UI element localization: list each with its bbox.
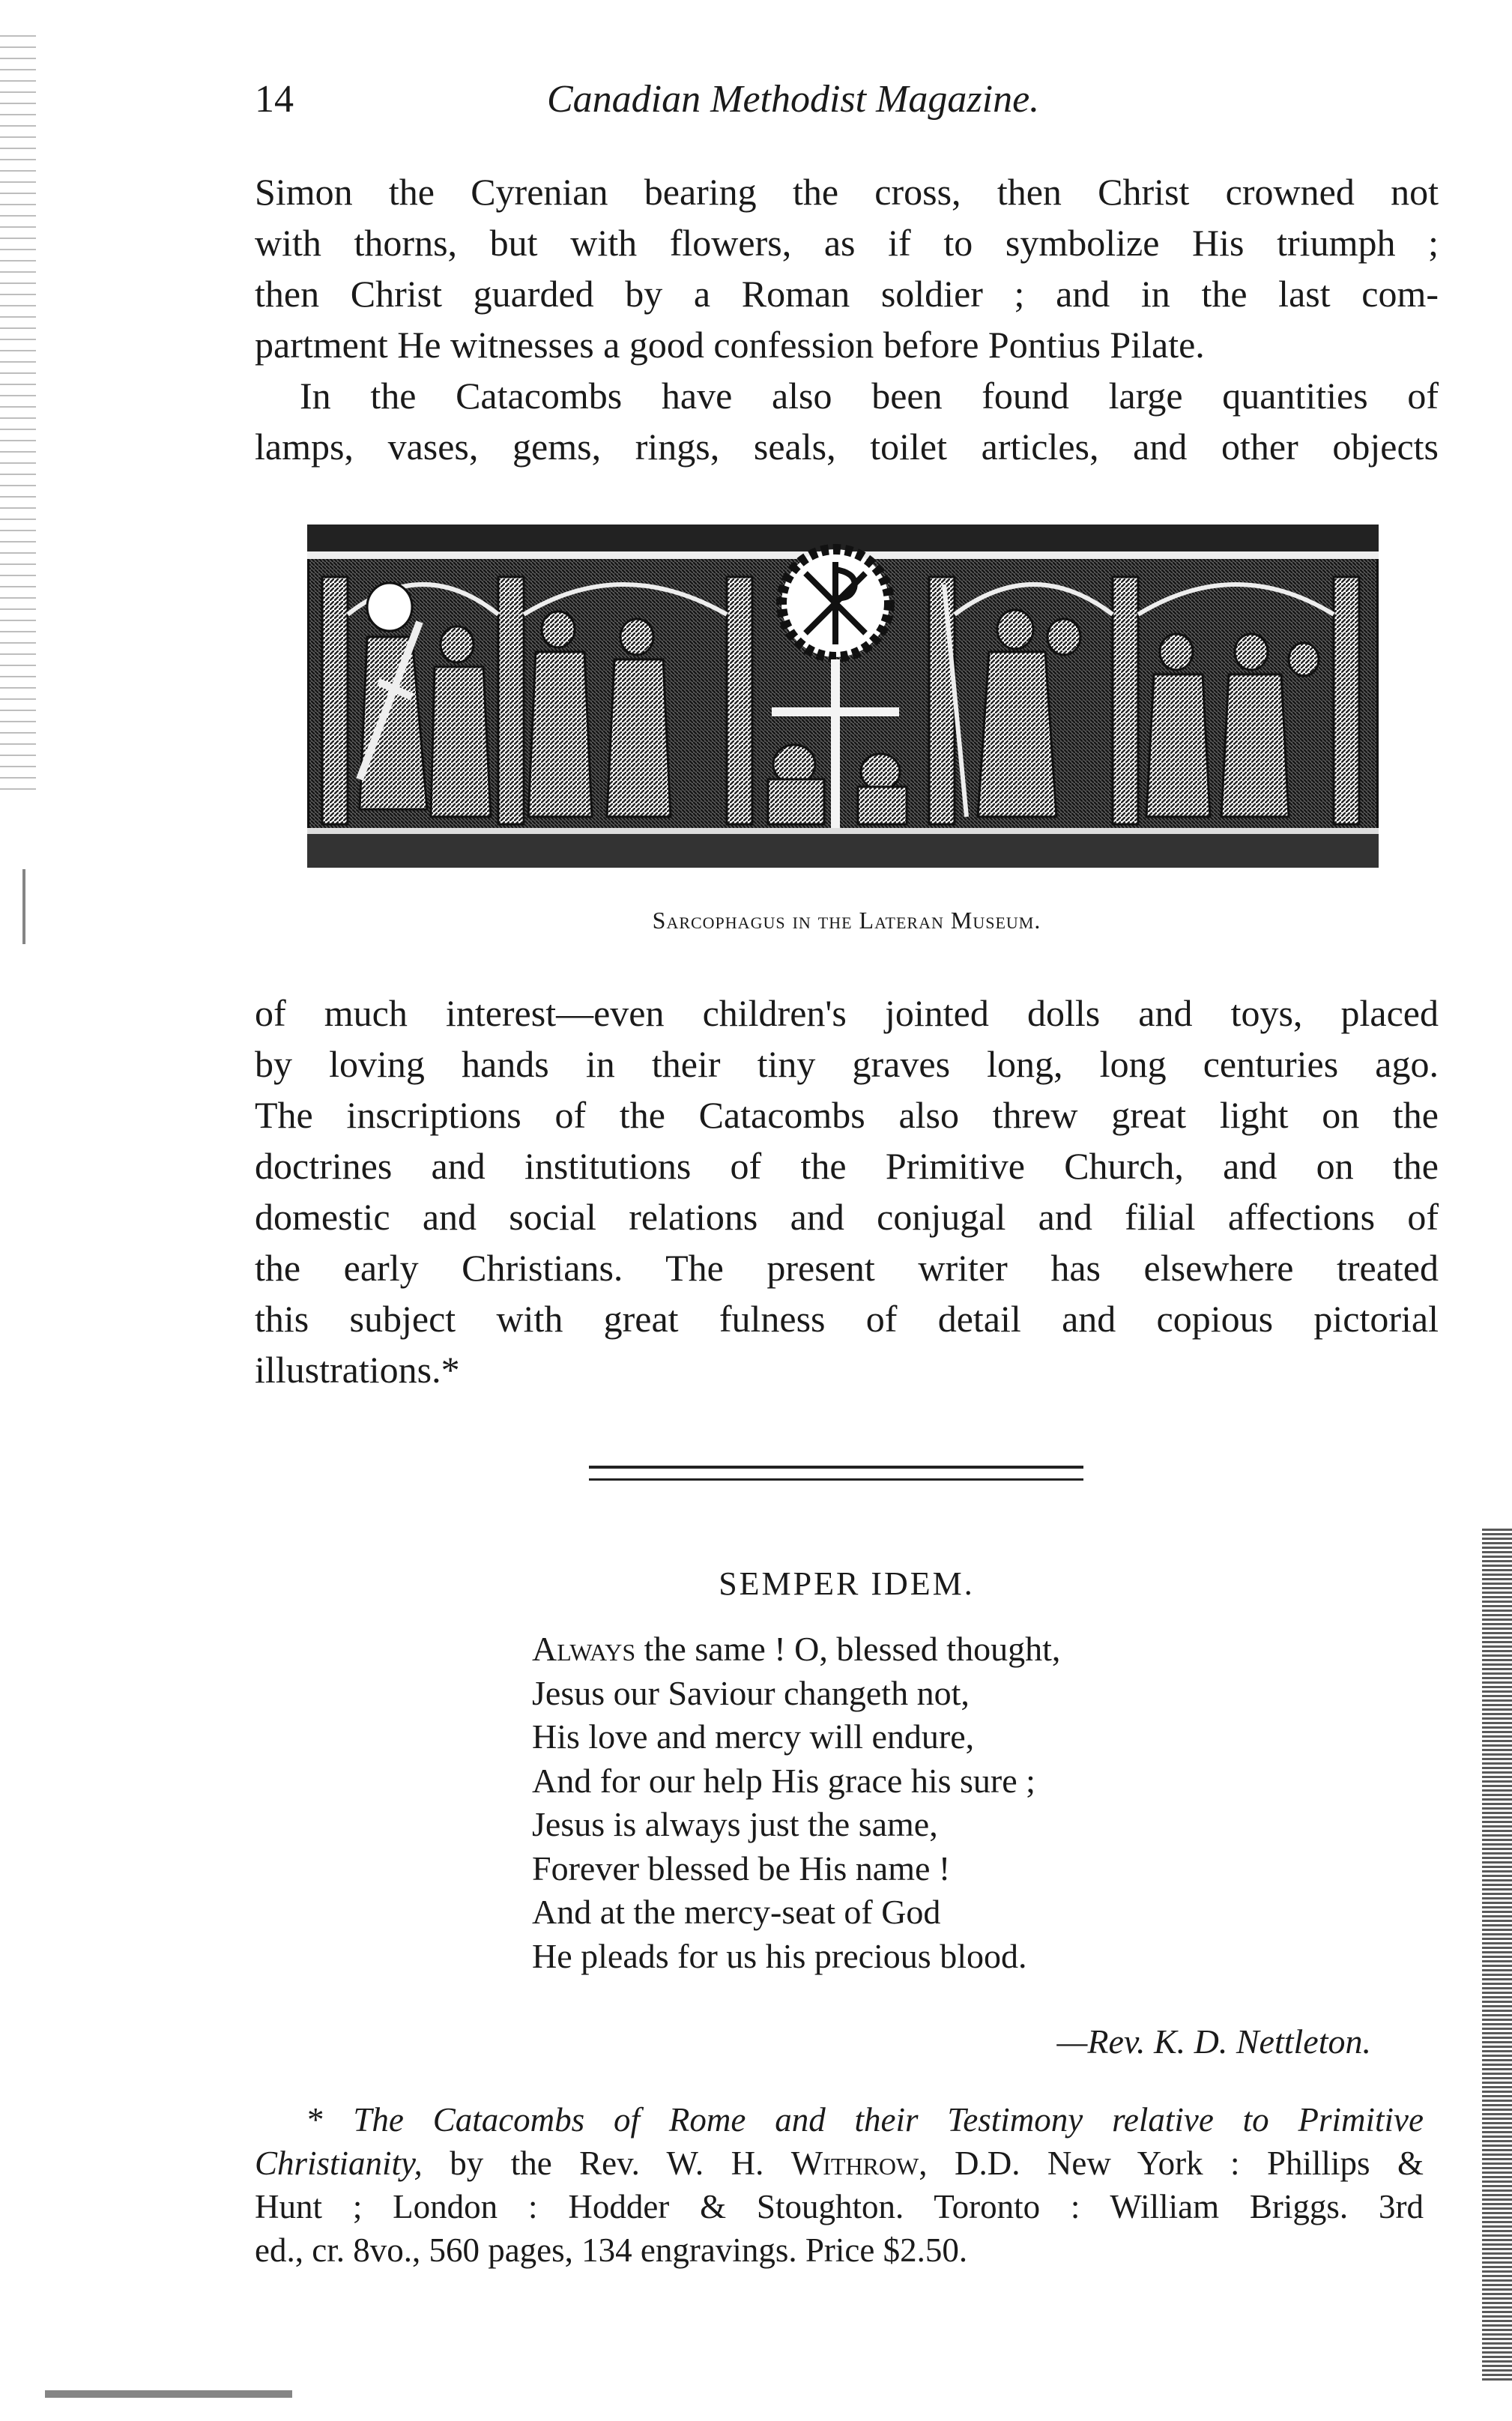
text-line: lamps, vases, gems, rings, seals, toilet articles, and other objects: [255, 426, 1439, 468]
footnote-author: Withrow: [790, 2145, 919, 2182]
illustration-caption: Sarcophagus in the Lateran Museum.: [652, 907, 1041, 934]
footnote-line: ed., cr. 8vo., 560 pages, 134 engravings. Price $2.50.: [255, 2231, 968, 2269]
footnote-line: Hunt ; London : Hodder & Stoughton. Toronto : William Briggs. 3rd: [255, 2188, 1424, 2225]
paragraph-top: [255, 166, 1439, 472]
poem-line: And for our help His grace his sure ;: [532, 1761, 1035, 1800]
text-line: The inscriptions of the Catacombs also threw great light on the: [255, 1094, 1439, 1136]
footnote-book-title: The Catacombs of Rome and their Testimony relative to Primitive: [324, 2101, 1424, 2139]
footnote-text: by the Rev. W. H.: [422, 2145, 791, 2182]
text-line: partment He witnesses a good confession before Pontius Pilate.: [255, 324, 1205, 366]
footnote-line: [255, 2098, 1424, 2142]
poem-line: His love and mercy will endure,: [532, 1717, 975, 1756]
running-head: [255, 73, 1439, 126]
sarcophagus-engraving-icon: [307, 525, 1379, 868]
footnote-line: [255, 2142, 1424, 2185]
text-line: Simon the Cyrenian bearing the cross, then Christ crowned not: [255, 171, 1439, 213]
binding-edge-left: [0, 30, 36, 794]
poem: [532, 1627, 1386, 1978]
footnote-book-title-cont: Christianity,: [255, 2145, 423, 2182]
poem-line: Jesus is always just the same,: [532, 1805, 938, 1843]
poem-attribution: —Rev. K. D. Nettleton.: [1056, 2022, 1371, 2061]
poem-line: And at the mercy-seat of God: [532, 1893, 941, 1931]
poem-title: SEMPER IDEM.: [719, 1565, 975, 1602]
text-line: by loving hands in their tiny graves long, long centuries ago.: [255, 1043, 1439, 1085]
text-line: the early Christians. The present writer has elsewhere treated: [255, 1247, 1439, 1289]
page-number: 14: [255, 78, 294, 121]
text-line: then Christ guarded by a Roman soldier ; and in the last com-: [255, 273, 1439, 315]
text-line: this subject with great fulness of detail and copious pictorial: [255, 1298, 1439, 1340]
paragraph-bottom: [255, 988, 1439, 1395]
footnote-text: , D.D. New York : Phillips &: [919, 2145, 1424, 2182]
footnote-marker: *: [307, 2101, 324, 2139]
poem-line: Forever blessed be His name !: [532, 1849, 951, 1887]
text-line: illustrations.*: [255, 1349, 460, 1391]
text-line: with thorns, but with flowers, as if to symbolize His triumph ;: [255, 222, 1439, 264]
footnote: [255, 2098, 1424, 2272]
section-divider: [589, 1466, 1083, 1481]
poem-line: Jesus our Saviour changeth not,: [532, 1673, 970, 1712]
scan-smudge: [45, 2390, 292, 2398]
text-line: domestic and social relations and conjugal and filial affections of: [255, 1196, 1439, 1238]
binding-edge-right: [1482, 1529, 1512, 2383]
poem-first-word: Always: [532, 1630, 636, 1668]
text-line: of much interest—even children's jointed dolls and toys, placed: [255, 992, 1439, 1034]
poem-first-line-rest: the same ! O, blessed thought,: [635, 1630, 1061, 1668]
binding-mark-left: [22, 869, 25, 944]
text-line: doctrines and institutions of the Primitive Church, and on the: [255, 1145, 1439, 1187]
poem-line: He pleads for us his precious blood.: [532, 1936, 1027, 1975]
running-title: Canadian Methodist Magazine.: [547, 78, 1040, 121]
poem-line: [532, 1627, 1386, 1672]
text-line: In the Catacombs have also been found large quantities of: [300, 375, 1439, 417]
